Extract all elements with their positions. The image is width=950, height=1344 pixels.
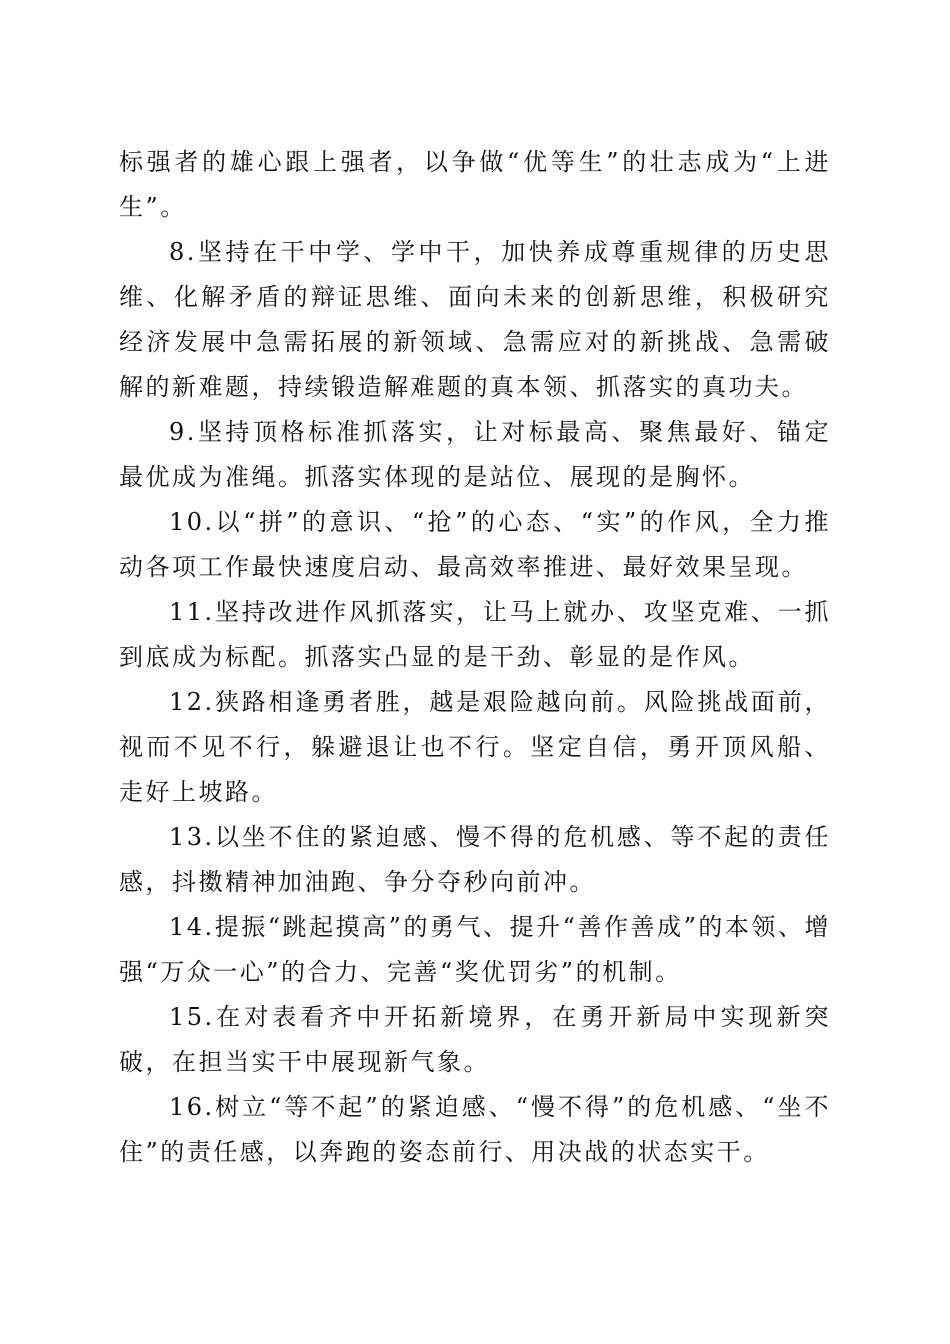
paragraph-item-15: 15.在对表看齐中开拓新境界，在勇开新局中实现新突破，在担当实干中展现新气象。: [119, 1003, 831, 1076]
paragraph-item-11: 11.坚持改进作风抓落实，让马上就办、攻坚克难、一抓到底成为标配。抓落实凸显的是干劲、彰显的是作风。: [119, 598, 831, 671]
paragraph-item-13: 13.以坐不住的紧迫感、慢不得的危机感、等不起的责任感，抖擞精神加油跑、争分夺秒向前冲。: [119, 823, 831, 896]
paragraph-continuation: 标强者的雄心跟上强者，以争做“优等生”的壮志成为“上进生”。: [119, 148, 831, 221]
paragraph-item-12: 12.狭路相逢勇者胜，越是艰险越向前。风险挑战面前，视而不见不行，躲避退让也不行。坚定自信，勇开顶风船、走好上坡路。: [119, 688, 831, 806]
paragraph-item-14: 14.提振“跳起摸高”的勇气、提升“善作善成”的本领、增强“万众一心”的合力、完善“奖优罚劣”的机制。: [119, 913, 831, 986]
paragraph-item-10: 10.以“拼”的意识、“抢”的心态、“实”的作风，全力推动各项工作最快速度启动、最高效率推进、最好效果呈现。: [119, 508, 831, 581]
document-body: [119, 140, 831, 1175]
paragraph-item-8: 8.坚持在干中学、学中干，加快养成尊重规律的历史思维、化解矛盾的辩证思维、面向未来的创新思维，积极研究经济发展中急需拓展的新领域、急需应对的新挑战、急需破解的新难题，持续锻造解难题的真本领、抓落实的真功夫。: [119, 238, 831, 401]
paragraph-item-9: 9.坚持顶格标准抓落实，让对标最高、聚焦最好、锚定最优成为准绳。抓落实体现的是站位、展现的是胸怀。: [119, 418, 831, 491]
paragraph-item-16: 16.树立“等不起”的紧迫感、“慢不得”的危机感、“坐不住”的责任感，以奔跑的姿态前行、用决战的状态实干。: [119, 1093, 831, 1166]
